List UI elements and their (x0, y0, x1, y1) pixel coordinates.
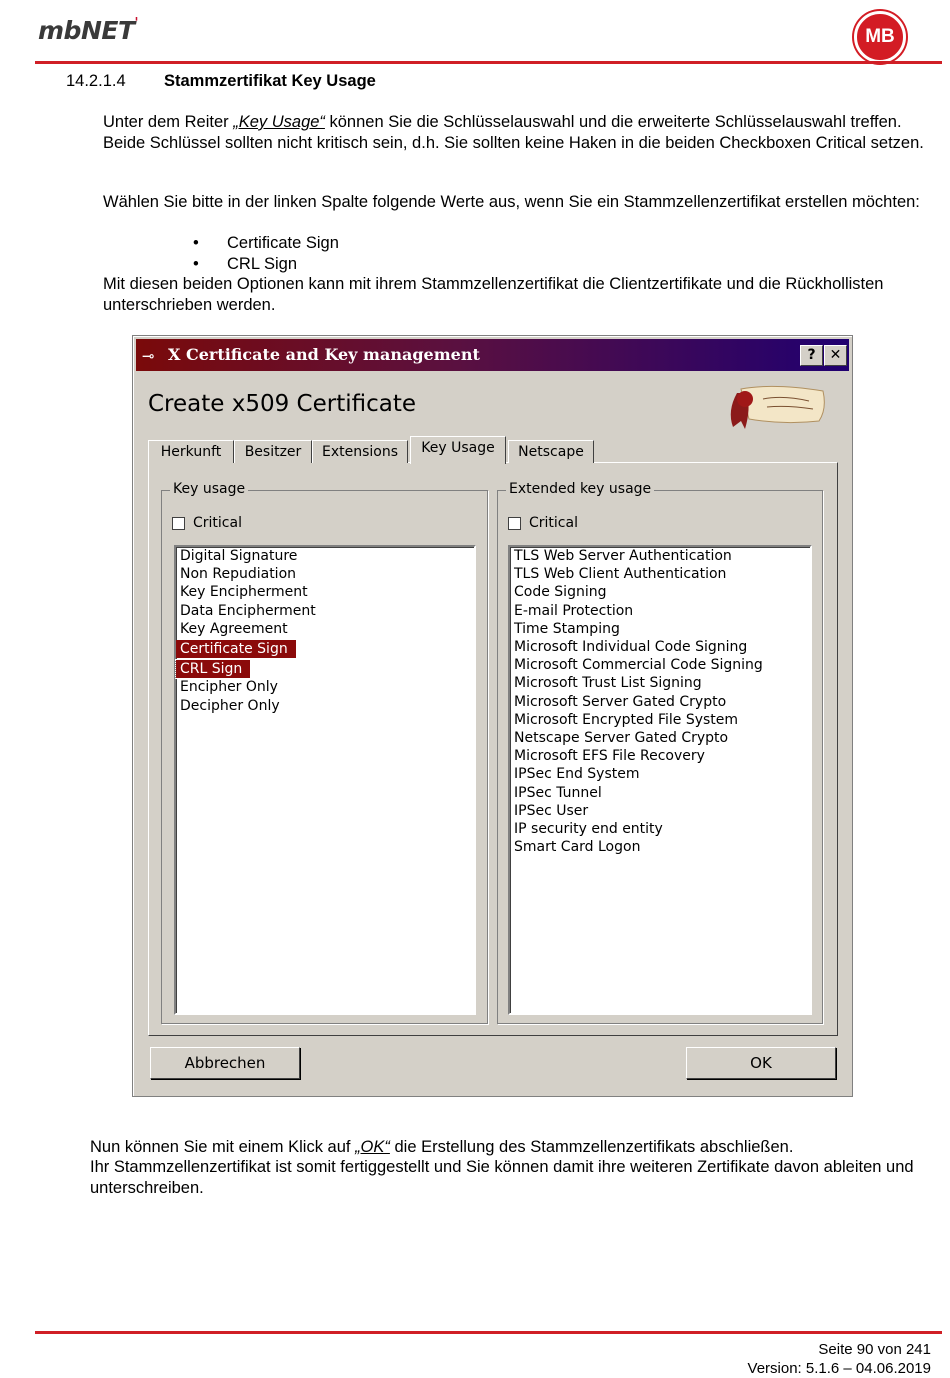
close-button[interactable]: ✕ (824, 345, 847, 366)
mb-logo-badge: MB (854, 11, 906, 63)
dialog-title: X Certificate and Key management (168, 345, 480, 364)
intro-paragraph-3: Mit diesen beiden Optionen kann mit ihrem Stammzellenzertifikat die Clientzertifikate und die Rückhollisten unterschrieben werden. (103, 275, 884, 314)
dialog-titlebar (136, 339, 849, 371)
list-item[interactable]: Microsoft Trust List Signing (514, 675, 702, 692)
list-item[interactable]: Digital Signature (180, 548, 298, 564)
footer-divider (35, 1331, 942, 1334)
tab-extensions[interactable]: Extensions (312, 440, 408, 463)
list-item[interactable]: Smart Card Logon (514, 839, 641, 856)
outro-paragraph-2: Ihr Stammzellenzertifikat ist somit fertiggestellt und Sie können damit ihre weiteren Zertifikate davon ableiten und unterschreiben. (90, 1158, 914, 1197)
tab-herkunft[interactable]: Herkunft (148, 440, 234, 463)
help-button[interactable]: ? (800, 345, 823, 366)
list-item[interactable]: Microsoft Commercial Code Signing (514, 657, 763, 674)
list-item[interactable]: Key Agreement (180, 620, 288, 637)
list-item-selected[interactable]: CRL Sign (176, 660, 250, 678)
checkbox-box[interactable] (508, 517, 521, 530)
intro-paragraph-2: Wählen Sie bitte in der linken Spalte folgende Werte aus, wenn Sie ein Stammzellenzertifikat erstellen möchten: (103, 193, 920, 211)
intro-paragraph-1: Unter dem Reiter „Key Usage“ können Sie die Schlüsselauswahl und die erweiterte Schlüsselauswahl treffen. Beide Schlüssel sollten nicht kritisch sein, d.h. Sie sollten keine Haken in die beiden Checkboxen Critical setzen. (103, 113, 924, 152)
list-item: • Certificate Sign (193, 234, 339, 252)
list-item[interactable]: E-mail Protection (514, 602, 634, 619)
tab-netscape[interactable]: Netscape (508, 440, 594, 463)
section-title: Stammzertifikat Key Usage (164, 72, 376, 90)
list-item[interactable]: Non Repudiation (180, 566, 297, 583)
list-item[interactable]: Microsoft Encrypted File System (514, 711, 739, 728)
bullet-list (193, 233, 339, 274)
outro-paragraph-1: Nun können Sie mit einem Klick auf „OK“ die Erstellung des Stammzellenzertifikats abschließen. (90, 1138, 794, 1156)
list-item[interactable]: Key Encipherment (180, 584, 308, 601)
list-item[interactable]: IPSec Tunnel (514, 784, 602, 801)
list-item[interactable]: Code Signing (514, 584, 607, 601)
dialog-heading: Create x509 Certificate (148, 391, 417, 417)
ok-link-text: „OK“ (355, 1138, 390, 1156)
extended-key-usage-group (497, 481, 823, 1024)
list-item[interactable]: IPSec End System (514, 766, 640, 783)
key-usage-label: Key usage (170, 481, 248, 497)
key-usage-list[interactable] (174, 545, 476, 1015)
extended-key-usage-label: Extended key usage (506, 481, 654, 497)
list-item[interactable]: Decipher Only (180, 697, 280, 714)
list-item[interactable]: Netscape Server Gated Crypto (514, 730, 729, 747)
list-item[interactable]: Encipher Only (180, 679, 278, 696)
key-usage-group (161, 481, 488, 1024)
key-usage-critical-checkbox[interactable]: Critical (172, 515, 242, 531)
list-item[interactable]: TLS Web Server Authentication (514, 548, 732, 564)
certificate-dialog (132, 335, 853, 1097)
checkbox-box[interactable] (172, 517, 185, 530)
scroll-seal-icon (723, 381, 829, 431)
list-item: • CRL Sign (193, 254, 298, 273)
list-item[interactable]: Microsoft Individual Code Signing (514, 639, 748, 656)
tab-key-usage[interactable]: Key Usage (410, 436, 506, 464)
list-item[interactable]: Time Stamping (514, 620, 620, 637)
list-item[interactable]: IPSec User (514, 802, 589, 819)
extended-key-usage-list[interactable] (508, 545, 812, 1015)
extended-critical-checkbox[interactable]: Critical (508, 515, 578, 531)
version-info: Version: 5.1.6 – 04.06.2019 (747, 1360, 931, 1377)
key-usage-link-text: „Key Usage“ (233, 113, 325, 131)
list-item[interactable]: Microsoft Server Gated Crypto (514, 693, 727, 710)
list-item-selected[interactable]: Certificate Sign (176, 640, 296, 658)
list-item[interactable]: Data Encipherment (180, 602, 316, 619)
tab-besitzer[interactable]: Besitzer (234, 440, 312, 463)
section-number: 14.2.1.4 (66, 72, 126, 90)
list-item[interactable]: TLS Web Client Authentication (514, 566, 727, 583)
ok-button[interactable]: OK (686, 1047, 836, 1079)
mbnet-logo: mbNET' (38, 16, 138, 45)
cancel-button[interactable]: Abbrechen (150, 1047, 300, 1079)
key-icon: ⊸ (142, 347, 155, 365)
list-item[interactable]: IP security end entity (514, 821, 663, 838)
header-divider (35, 61, 942, 64)
list-item[interactable]: Microsoft EFS File Recovery (514, 748, 705, 765)
page-number: Seite 90 von 241 (818, 1341, 931, 1358)
